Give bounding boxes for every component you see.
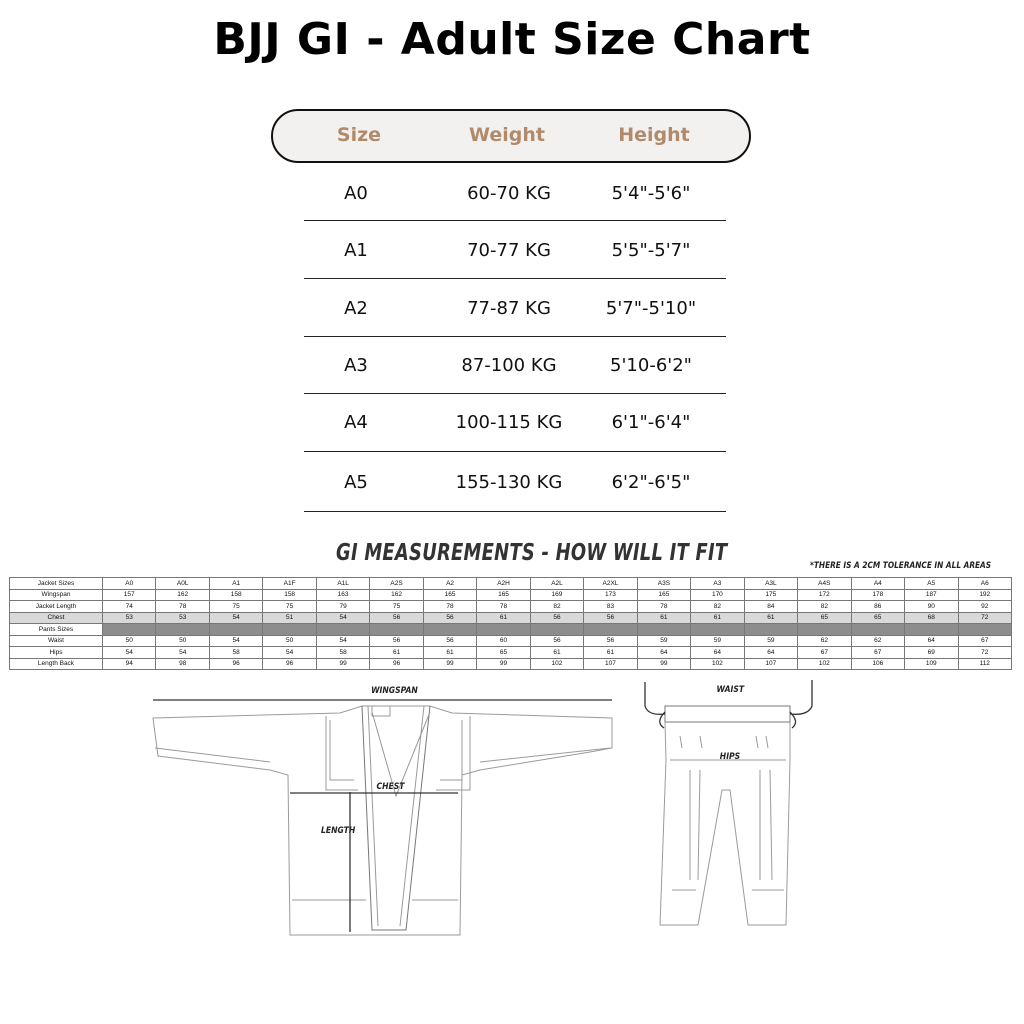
measurement-cell: 106 [851, 658, 904, 670]
measurement-cell: A0 [103, 578, 156, 590]
size-cell: A5 [344, 471, 368, 493]
measurement-cell: 165 [477, 589, 530, 601]
page-title: BJJ GI - Adult Size Chart [213, 14, 811, 65]
measurement-cell: 102 [691, 658, 744, 670]
weight-cell: 70-77 KG [467, 239, 551, 261]
size-cell: A4 [344, 412, 368, 433]
header-weight: Weight [469, 124, 545, 146]
measurement-cell: 61 [691, 612, 744, 624]
measurement-cell: 96 [370, 658, 423, 670]
measurement-cell: A5 [905, 578, 958, 590]
measurement-cell: 78 [423, 601, 476, 613]
measurement-cell: 65 [798, 612, 851, 624]
measurement-cell: 56 [370, 635, 423, 647]
measurement-cell: 64 [744, 647, 797, 659]
measurement-cell: 65 [851, 612, 904, 624]
measurement-cell: A4S [798, 578, 851, 590]
measurement-cell: 61 [744, 612, 797, 624]
measurement-cell: 56 [423, 612, 476, 624]
measurement-cell: 79 [316, 601, 369, 613]
weight-cell: 155-130 KG [455, 471, 563, 493]
measurement-cell: 53 [156, 612, 209, 624]
measurement-cell: 78 [156, 601, 209, 613]
row-label: Wingspan [10, 589, 103, 601]
measurement-cell: 102 [530, 658, 583, 670]
measurement-cell: 54 [263, 647, 316, 659]
measurement-cell: 86 [851, 601, 904, 613]
measurement-cell: 56 [584, 612, 637, 624]
measurement-cell: 62 [851, 635, 904, 647]
measurement-cell: 59 [637, 635, 690, 647]
measurement-cell: 54 [209, 612, 262, 624]
measurement-cell: 99 [477, 658, 530, 670]
weight-cell: 77-87 KG [467, 297, 551, 319]
measurement-cell: 102 [798, 658, 851, 670]
measurement-cell: 165 [423, 589, 476, 601]
measurement-cell: 169 [530, 589, 583, 601]
measurement-cell: 54 [316, 635, 369, 647]
measurement-cell: A2 [423, 578, 476, 590]
measurement-cell: 99 [316, 658, 369, 670]
measurement-cell: 83 [584, 601, 637, 613]
measurement-cell: A1 [209, 578, 262, 590]
measurement-cell: 64 [637, 647, 690, 659]
measurement-cell: 173 [584, 589, 637, 601]
measurement-cell: 75 [263, 601, 316, 613]
measurement-cell: 61 [530, 647, 583, 659]
measurement-cell: A2S [370, 578, 423, 590]
measurement-cell: 158 [263, 589, 316, 601]
measurement-cell: 96 [263, 658, 316, 670]
measurements-title: GI MEASUREMENTS - HOW WILL IT FIT [336, 540, 728, 566]
size-cell: A2 [344, 297, 368, 319]
measurement-cell: 94 [103, 658, 156, 670]
measurement-cell: 64 [905, 635, 958, 647]
hips-label: HIPS [719, 752, 741, 762]
measurement-cell: 84 [744, 601, 797, 613]
measurement-cell: 99 [423, 658, 476, 670]
row-label: Length Back [10, 658, 103, 670]
measurement-cell: 61 [584, 647, 637, 659]
tolerance-note: *THERE IS A 2CM TOLERANCE IN ALL AREAS [810, 561, 992, 571]
measurement-cell: 90 [905, 601, 958, 613]
measurement-cell: 54 [156, 647, 209, 659]
measurement-cell: 165 [637, 589, 690, 601]
measurement-cell: 112 [958, 658, 1012, 670]
height-cell: 5'10-6'2" [610, 354, 692, 376]
measurement-cell: 54 [103, 647, 156, 659]
measurement-cell: 67 [851, 647, 904, 659]
size-cell: A1 [344, 239, 368, 261]
row-label: Chest [10, 612, 103, 624]
measurement-cell: 54 [209, 635, 262, 647]
measurement-cell: 178 [851, 589, 904, 601]
measurement-cell: 163 [316, 589, 369, 601]
measurement-cell: 82 [798, 601, 851, 613]
measurement-cell: 51 [263, 612, 316, 624]
measurement-cell: 56 [530, 612, 583, 624]
height-cell: 5'5"-5'7" [611, 239, 691, 261]
measurement-cell: A0L [156, 578, 209, 590]
measurement-cell: 192 [958, 589, 1012, 601]
height-cell: 5'4"-5'6" [611, 183, 691, 204]
measurement-cell: 58 [209, 647, 262, 659]
height-cell: 5'7"-5'10" [605, 297, 697, 319]
measurement-cell: 50 [103, 635, 156, 647]
measurement-cell: 68 [905, 612, 958, 624]
measurement-cell: 61 [423, 647, 476, 659]
measurement-cell: A2XL [584, 578, 637, 590]
measurement-cell: 107 [584, 658, 637, 670]
weight-cell: 87-100 KG [461, 354, 557, 376]
measurement-cell: 59 [691, 635, 744, 647]
weight-cell: 100-115 KG [455, 412, 563, 433]
measurement-cell: 75 [370, 601, 423, 613]
measurement-cell: 107 [744, 658, 797, 670]
weight-cell: 60-70 KG [467, 183, 551, 204]
measurement-cell: 61 [637, 612, 690, 624]
measurement-cell: 58 [316, 647, 369, 659]
measurement-cell: 56 [530, 635, 583, 647]
measurement-cell: 98 [156, 658, 209, 670]
measurement-cell: A6 [958, 578, 1012, 590]
measurement-cell: 56 [370, 612, 423, 624]
measurement-cell: 78 [477, 601, 530, 613]
row-label: Pants Sizes [10, 624, 103, 636]
measurement-cell: A4 [851, 578, 904, 590]
measurement-cell: 56 [584, 635, 637, 647]
measurement-cell: 62 [798, 635, 851, 647]
measurement-cell: 67 [798, 647, 851, 659]
wingspan-label: WINGSPAN [371, 686, 418, 696]
measurement-cell: 50 [156, 635, 209, 647]
measurement-cell: 162 [370, 589, 423, 601]
measurement-cell: 67 [958, 635, 1012, 647]
measurement-cell: 78 [637, 601, 690, 613]
measurement-cell: A3S [637, 578, 690, 590]
measurement-cell: 61 [370, 647, 423, 659]
measurement-cell: A1L [316, 578, 369, 590]
measurement-cell: A2L [530, 578, 583, 590]
measurement-cell: A1F [263, 578, 316, 590]
height-cell: 6'2"-6'5" [611, 471, 691, 493]
measurement-cell: 92 [958, 601, 1012, 613]
measurement-cell: 170 [691, 589, 744, 601]
measurement-cell: 175 [744, 589, 797, 601]
measurement-cell: 157 [103, 589, 156, 601]
measurement-cell: 61 [477, 612, 530, 624]
measurement-cell: 53 [103, 612, 156, 624]
waist-label: WAIST [716, 685, 745, 695]
size-cell: A3 [344, 354, 368, 376]
measurement-cell: 72 [958, 612, 1012, 624]
measurement-cell: 109 [905, 658, 958, 670]
row-label: Jacket Sizes [10, 578, 103, 590]
size-cell: A0 [344, 183, 368, 204]
measurement-cell: 75 [209, 601, 262, 613]
row-label: Waist [10, 635, 103, 647]
measurement-cell: 82 [530, 601, 583, 613]
measurement-cell: 72 [958, 647, 1012, 659]
measurement-cell: 74 [103, 601, 156, 613]
measurement-cell: A2H [477, 578, 530, 590]
measurement-cell: 50 [263, 635, 316, 647]
measurement-cell: 59 [744, 635, 797, 647]
height-cell: 6'1"-6'4" [611, 412, 691, 433]
measurement-cell: 54 [316, 612, 369, 624]
measurement-cell: 65 [477, 647, 530, 659]
header-size: Size [336, 124, 382, 146]
measurement-cell: 158 [209, 589, 262, 601]
measurement-cell: A3L [744, 578, 797, 590]
measurement-cell: 162 [156, 589, 209, 601]
measurement-cell: 69 [905, 647, 958, 659]
header-height: Height [618, 124, 690, 146]
row-label: Hips [10, 647, 103, 659]
measurement-cell: 96 [209, 658, 262, 670]
measurement-cell: 172 [798, 589, 851, 601]
measurement-cell: A3 [691, 578, 744, 590]
measurement-cell: 82 [691, 601, 744, 613]
measurement-cell: 99 [637, 658, 690, 670]
measurement-cell: 56 [423, 635, 476, 647]
chest-label: CHEST [376, 782, 405, 792]
measurement-cell: 60 [477, 635, 530, 647]
length-label: LENGTH [321, 826, 356, 836]
row-label: Jacket Length [10, 601, 103, 613]
measurement-cell: 64 [691, 647, 744, 659]
measurement-cell: 187 [905, 589, 958, 601]
